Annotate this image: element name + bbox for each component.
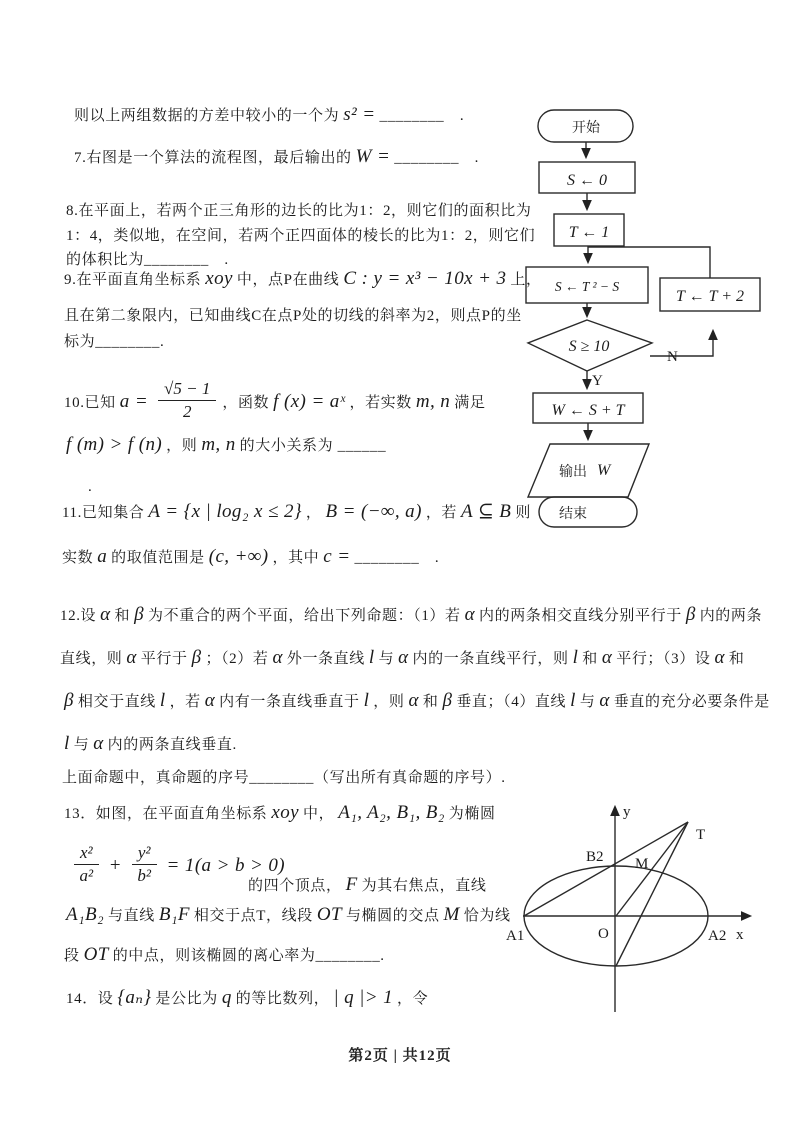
text-run: . xyxy=(88,479,93,495)
text-run: ， xyxy=(305,505,322,521)
text-run: ，若 xyxy=(169,694,201,710)
flowchart-assign-tt-label: T ← T + 2 xyxy=(675,288,745,305)
text-run: A₁, A₂, B₁, B₂ xyxy=(338,802,445,823)
text-run: 的取值范围是 xyxy=(111,550,205,566)
flowchart-output-node xyxy=(528,444,649,497)
text-run: OT xyxy=(83,944,109,965)
text-run: ________ . xyxy=(354,550,440,566)
text-run: C : y = x³ − 10x + 3 xyxy=(343,268,507,289)
text-run: 和 xyxy=(728,651,745,667)
flowchart-end-label: 结束 xyxy=(559,507,587,522)
flowchart-assign-w-label: W ← S + T xyxy=(551,402,625,419)
text-run: ，其中 xyxy=(272,550,320,566)
text-run: ________ . xyxy=(379,108,465,124)
text-run: 相交于点T，线段 xyxy=(193,908,313,924)
fraction-numerator: √5 − 1 xyxy=(158,379,216,401)
text-run: 为不重合的两个平面，给出下列命题：（1）若 xyxy=(148,608,461,624)
flowchart-yes-label: Y xyxy=(592,373,603,389)
question-13-line-2 xyxy=(248,874,486,896)
text-run: 中， xyxy=(302,806,335,822)
text-run: = 1(a > b > 0) xyxy=(166,855,286,877)
text-run: 的大小关系为 ______ xyxy=(239,438,387,454)
line-o-t xyxy=(616,822,688,916)
text-run: a = xyxy=(119,391,149,413)
text-run: B = (−∞, a) xyxy=(325,501,422,522)
text-run: f (x) = aˣ xyxy=(273,391,346,413)
text-run: ；（2）若 xyxy=(205,651,269,667)
text-run: 和 xyxy=(422,694,439,710)
text-run: 9.在平面直角坐标系 xyxy=(64,272,202,288)
text-run: α xyxy=(204,690,216,711)
question-12-line-3 xyxy=(60,690,770,712)
text-run: ________ . xyxy=(394,150,480,166)
flow-no-wire xyxy=(650,331,713,356)
text-run: β xyxy=(685,604,696,625)
text-run: a xyxy=(97,546,108,567)
text-run: m, n xyxy=(415,391,451,413)
text-run: q xyxy=(221,987,232,1008)
text-run: l xyxy=(363,690,370,711)
text-run: 垂直；（4）直线 xyxy=(456,694,567,710)
text-run: 为其右焦点，直线 xyxy=(361,878,487,894)
text-run: 且在第二象限内，已知曲线C在点P处的切线的斜率为2，则点P的坐 xyxy=(64,308,522,324)
text-run: 与 xyxy=(579,694,596,710)
text-run: α xyxy=(100,604,111,625)
fraction-denominator: b² xyxy=(137,866,152,885)
question-8-line-2 xyxy=(66,224,535,245)
text-run: 13．如图，在平面直角坐标系 xyxy=(64,806,268,822)
text-run: A₁B₂ xyxy=(66,904,105,925)
question-8-line-3 xyxy=(66,248,229,269)
fraction-numerator: y² xyxy=(132,843,157,865)
flowchart-assign-t-label: T ← 1 xyxy=(568,224,610,241)
fraction-numerator: x² xyxy=(74,843,99,865)
text-run: 与 xyxy=(378,651,395,667)
text-run: α xyxy=(126,647,137,668)
text-run: A = {x | log₂ x ≤ 2} xyxy=(148,501,302,522)
flowchart-start-label: 开始 xyxy=(572,121,600,136)
text-run: 1：4，类似地，在空间，若两个正四面体的棱长的比为1：2，则它们 xyxy=(66,228,536,244)
page-footer: 第2页 | 共12页 xyxy=(348,1048,452,1064)
question-9-line-3 xyxy=(64,330,164,351)
flowchart-assign-sts-label: S ← T ² − S xyxy=(554,279,620,294)
label-y-axis: y xyxy=(623,804,631,820)
text-run: s² = xyxy=(343,104,376,125)
text-run: α xyxy=(93,733,104,754)
question-13-line-3 xyxy=(62,904,511,926)
text-run: F xyxy=(345,874,358,895)
question-12-line-1 xyxy=(60,604,762,626)
text-run: ，令 xyxy=(397,991,429,1007)
text-run: c = xyxy=(323,546,351,567)
text-run: 是公比为 xyxy=(155,991,218,1007)
text-run: ，函数 xyxy=(222,395,270,412)
label-point-a2: A2 xyxy=(708,928,727,944)
text-run: + xyxy=(108,855,122,877)
text-run: α xyxy=(714,647,725,668)
flowchart-no-label: N xyxy=(667,349,678,365)
label-point-m: M xyxy=(635,856,649,872)
text-run: 实数 xyxy=(62,550,94,566)
text-run: β xyxy=(191,647,202,668)
flowchart-output-prefix: 输出 xyxy=(559,465,587,480)
text-run: 则以上两组数据的方差中较小的一个为 xyxy=(74,108,340,124)
text-run: 和 xyxy=(114,608,131,624)
text-run: 10.已知 xyxy=(64,395,116,412)
text-run: 的等比数列， xyxy=(235,991,330,1007)
text-run: 相交于直线 xyxy=(77,694,156,710)
text-run: 和 xyxy=(582,651,598,667)
text-run: 12.设 xyxy=(60,608,97,624)
label-origin: O xyxy=(598,926,609,942)
text-run: OT xyxy=(316,904,342,925)
text-run: l xyxy=(570,690,576,711)
text-run: ，若 xyxy=(425,505,458,521)
text-run: ，则 xyxy=(373,694,405,710)
text-run: 标为________. xyxy=(64,334,165,350)
label-x-axis: x xyxy=(736,927,744,943)
flowchart-assign-s-label: S ← 0 xyxy=(567,172,607,189)
text-run: 上， xyxy=(510,272,542,288)
text-run: 的中点，则该椭圆的离心率为________. xyxy=(112,948,385,964)
fraction xyxy=(74,843,99,886)
text-run: 为椭圆 xyxy=(448,806,496,822)
label-point-a1: A1 xyxy=(506,928,525,944)
line-b1-t xyxy=(616,822,688,966)
text-run: 11.已知集合 xyxy=(62,505,145,521)
text-run: 8.在平面上，若两个正三角形的边长的比为1：2，则它们的面积比为 xyxy=(66,203,532,219)
text-run: 则 xyxy=(515,505,531,521)
text-run: M xyxy=(443,904,460,925)
text-run: ，若实数 xyxy=(349,395,412,412)
fraction-denominator: a² xyxy=(79,866,94,885)
text-run: 恰为线 xyxy=(463,908,511,924)
text-run: β xyxy=(64,690,74,711)
question-8-line-1 xyxy=(66,199,531,220)
ellipse-diagram xyxy=(480,795,780,1025)
text-run: 与椭圆的交点 xyxy=(345,908,440,924)
question-12-line-2 xyxy=(60,647,744,669)
text-run: m, n xyxy=(201,434,236,455)
text-run: {aₙ} xyxy=(117,987,152,1008)
text-run: 与 xyxy=(73,737,90,753)
text-run: | q |> 1 xyxy=(333,987,394,1008)
text-run: 上面命题中，真命题的序号________（写出所有真命题的序号）. xyxy=(62,770,506,786)
text-run: α xyxy=(464,604,475,625)
text-run: 平行于 xyxy=(140,651,188,667)
text-run: α xyxy=(599,690,610,711)
flowchart-decision-label: S ≥ 10 xyxy=(568,338,610,355)
text-run: ，则 xyxy=(166,438,198,454)
question-14-line-1 xyxy=(66,986,428,1009)
text-run: α xyxy=(398,647,409,668)
text-run: l xyxy=(572,647,579,668)
question-13-line-1 xyxy=(64,802,496,824)
text-run: 的四个顶点， xyxy=(248,878,342,894)
text-run: 内的两条直线垂直. xyxy=(107,737,237,753)
question-12-line-4 xyxy=(60,733,237,755)
text-run: 满足 xyxy=(454,395,486,412)
label-point-t: T xyxy=(696,827,706,843)
line-a1-t xyxy=(524,822,688,916)
question-12-line-5 xyxy=(62,766,506,787)
text-run: f (m) > f (n) xyxy=(66,434,163,455)
text-run: 的体积比为________ . xyxy=(66,252,229,268)
label-point-b2: B2 xyxy=(586,849,604,865)
text-run: 内的两条相交直线分别平行于 xyxy=(479,608,682,624)
flowchart-output-var: W xyxy=(597,462,611,479)
text-run: W = xyxy=(355,146,391,167)
question-10-line-1 xyxy=(64,379,486,425)
text-run: A ⊆ B xyxy=(461,501,512,522)
text-run: 外一条直线 xyxy=(286,651,365,667)
flowchart-end-node xyxy=(539,497,637,527)
text-run: B₁F xyxy=(158,904,190,925)
text-run: 垂直的充分必要条件是 xyxy=(613,694,770,710)
question-7 xyxy=(74,146,479,168)
text-run: (c, +∞) xyxy=(208,546,269,567)
text-run: α xyxy=(601,647,613,668)
text-run: 内的一条直线平行，则 xyxy=(412,651,569,667)
question-9-line-2 xyxy=(64,304,522,325)
text-run: 14．设 xyxy=(66,991,114,1007)
question-10-line-3 xyxy=(88,478,92,496)
text-run: β xyxy=(442,690,453,711)
text-run: 与直线 xyxy=(108,908,155,924)
text-run: xoy xyxy=(205,268,233,289)
text-run: β xyxy=(134,604,145,625)
text-run: l xyxy=(159,690,166,711)
question-11-line-1 xyxy=(62,500,531,523)
fraction xyxy=(132,843,157,886)
fraction xyxy=(158,379,216,422)
flow-loop-wire xyxy=(588,247,710,278)
text-run: 段 xyxy=(64,948,80,964)
question-6-tail xyxy=(74,104,464,126)
question-13-line-4 xyxy=(64,944,385,966)
question-11-line-2 xyxy=(62,546,439,568)
text-run: 中，点P在曲线 xyxy=(236,272,340,288)
question-10-line-2 xyxy=(62,434,386,456)
text-run: xoy xyxy=(271,802,299,823)
text-run: 7.右图是一个算法的流程图，最后输出的 xyxy=(74,150,352,166)
text-run: 直线，则 xyxy=(60,651,123,667)
text-run: 内有一条直线垂直于 xyxy=(219,694,360,710)
text-run: l xyxy=(368,647,375,668)
text-run: l xyxy=(64,733,70,754)
text-run: α xyxy=(272,647,283,668)
text-run: 平行；（3）设 xyxy=(616,651,711,667)
text-run: α xyxy=(408,690,419,711)
fraction-denominator: 2 xyxy=(182,402,192,421)
text-run: 内的两条 xyxy=(699,608,763,624)
flowchart xyxy=(470,90,800,540)
